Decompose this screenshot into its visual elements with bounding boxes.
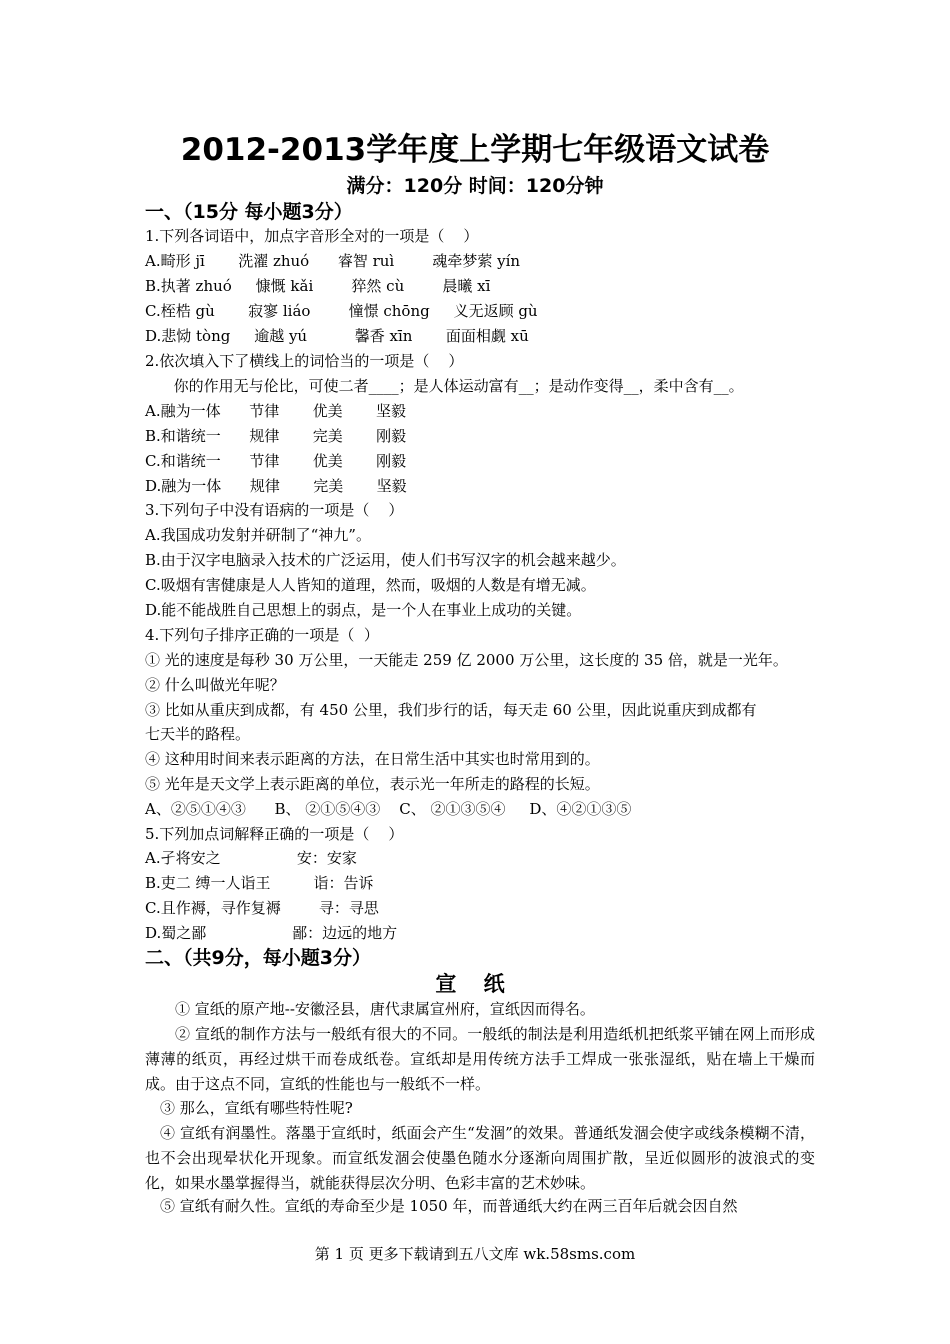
question-line: A.畸形 jī 洗濯 zhuó 睿智 ruì 魂牵梦萦 yín bbox=[145, 252, 521, 270]
question-line: C.且作褥，寻作复褥 寻：寻思 bbox=[145, 899, 379, 917]
question-line: B.和谐统一 规律 完美 刚毅 bbox=[145, 427, 407, 445]
question-line: B.吏二 缚一人诣王 诣：告诉 bbox=[145, 874, 374, 892]
question-line: A、②⑤①④③ B、 ②①⑤④③ C、 ②①③⑤④ D、④②①③⑤ bbox=[145, 800, 632, 818]
article-paragraph: ③ 那么，宣纸有哪些特性呢? bbox=[160, 1099, 353, 1117]
question-line: ⑤ 光年是天文学上表示距离的单位，表示光一年所走的路程的长短。 bbox=[145, 775, 600, 793]
page-title: 2012-2013学年度上学期七年级语文试卷 bbox=[180, 132, 770, 168]
question-line: 你的作用无与伦比，可使二者____；是人体运动富有__；是动作变得__，柔中含有__。 bbox=[145, 377, 744, 395]
article-paragraph: ② 宣纸的制作方法与一般纸有很大的不同。一般纸的制法是利用造纸机把纸浆平铺在网上而形成薄薄的纸页，再经过烘干而卷成纸卷。宣纸却是用传统方法手工焊成一张张湿纸，贴在墙上干燥而成。由于这点不同，宣纸的性能也与一般纸不一样。 bbox=[145, 1025, 815, 1093]
question-line: A.我国成功发射并研制了“神九”。 bbox=[145, 526, 371, 544]
question-line: 1.下列各词语中，加点字音形全对的一项是（ ） bbox=[145, 227, 479, 245]
section-2-heading: 二、（共9分，每小题3分） bbox=[145, 947, 371, 969]
question-line: ③ 比如从重庆到成都，有 450 公里，我们步行的话，每天走 60 公里，因此说重庆到成都有 bbox=[145, 701, 757, 719]
article-paragraph: ⑤ 宣纸有耐久性。宣纸的寿命至少是 1050 年，而普通纸大约在两三百年后就会因自然 bbox=[160, 1197, 738, 1215]
question-line: 4.下列句子排序正确的一项是（ ） bbox=[145, 626, 379, 644]
question-line: A.孑将安之 安：安家 bbox=[145, 849, 357, 867]
section-1-heading: 一、（15分 每小题3分） bbox=[145, 201, 353, 223]
question-line: B.由于汉字电脑录入技术的广泛运用，使人们书写汉字的机会越来越少。 bbox=[145, 551, 626, 569]
question-line: D.能不能战胜自己思想上的弱点，是一个人在事业上成功的关键。 bbox=[145, 601, 582, 619]
question-line: ① 光的速度是每秒 30 万公里，一天能走 259 亿 2000 万公里，这长度的 35 倍，就是一光年。 bbox=[145, 651, 788, 669]
article-paragraph: ① 宣纸的原产地--安徽泾县，唐代隶属宣州府，宣纸因而得名。 bbox=[175, 1000, 595, 1018]
page-footer: 第 1 页 更多下载请到五八文库 wk.58sms.com bbox=[314, 1245, 636, 1263]
question-line: 3.下列句子中没有语病的一项是（ ） bbox=[145, 501, 404, 519]
article-title: 宣 纸 bbox=[435, 972, 515, 996]
question-line: ② 什么叫做光年呢？ bbox=[145, 676, 285, 694]
question-line: 2.依次填入下了横线上的词恰当的一项是（ ） bbox=[145, 352, 464, 370]
question-line: B.执著 zhuó 慷慨 kǎi 猝然 cù 晨曦 xī bbox=[145, 277, 491, 295]
question-line: 七天半的路程。 bbox=[145, 725, 251, 743]
question-line: D.悲恸 tòng 逾越 yú 馨香 xīn 面面相觑 xū bbox=[145, 327, 529, 345]
question-line: C.和谐统一 节律 优美 刚毅 bbox=[145, 452, 407, 470]
question-line: D.融为一体 规律 完美 坚毅 bbox=[145, 477, 407, 495]
question-line: ④ 这种用时间来表示距离的方法，在日常生活中其实也时常用到的。 bbox=[145, 750, 600, 768]
question-line: D.蜀之鄙 鄙：边远的地方 bbox=[145, 924, 398, 942]
question-line: A.融为一体 节律 优美 坚毅 bbox=[145, 402, 406, 420]
question-line: C.桎梏 gù 寂寥 liáo 憧憬 chōng 义无返顾 gù bbox=[145, 302, 538, 320]
exam-subtitle: 满分：120分 时间：120分钟 bbox=[346, 175, 604, 197]
question-line: C.吸烟有害健康是人人皆知的道理，然而，吸烟的人数是有增无减。 bbox=[145, 576, 596, 594]
question-line: 5.下列加点词解释正确的一项是（ ） bbox=[145, 825, 404, 843]
article-paragraph: ④ 宣纸有润墨性。落墨于宣纸时，纸面会产生“发涸”的效果。普通纸发涸会使字或线条模糊不清，也不会出现晕状化开现象。而宣纸发涸会使墨色随水分逐渐向周围扩散，呈近似圆形的波浪式的变化，如果水墨掌握得当，就能获得层次分明、色彩丰富的艺术妙味。 bbox=[145, 1124, 815, 1192]
